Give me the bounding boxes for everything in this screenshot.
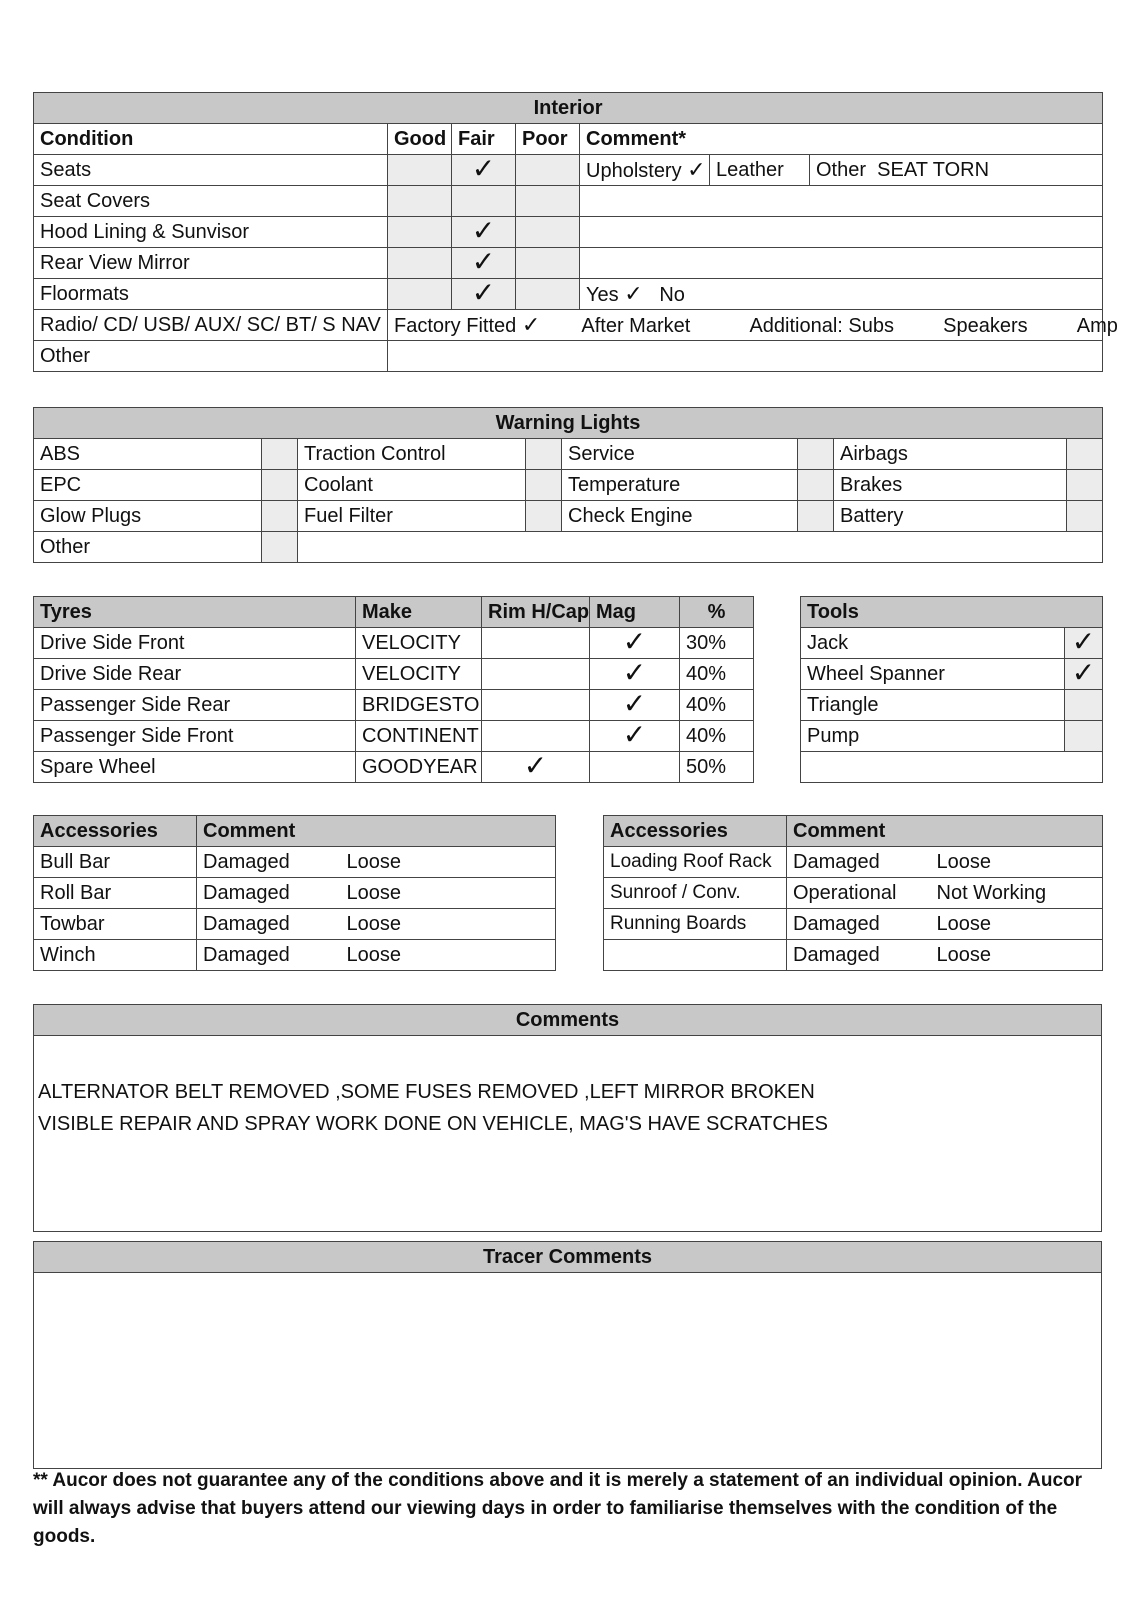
warning-abs-box[interactable] <box>262 439 298 470</box>
accessory-option-operational[interactable]: Operational <box>787 878 931 909</box>
tyres-header-mag: Mag <box>590 597 680 628</box>
after-market-label: After Market <box>581 315 691 337</box>
mirror-poor-cell[interactable] <box>516 248 580 279</box>
warning-temperature: Temperature <box>562 470 798 501</box>
accessory-option-damaged[interactable]: Damaged <box>197 940 341 971</box>
row-label-floormats: Floormats <box>34 279 388 310</box>
warning-abs: ABS <box>34 439 262 470</box>
row-label-seat-covers: Seat Covers <box>34 186 388 217</box>
check-icon: ✓ <box>471 246 496 277</box>
tool-triangle-box[interactable] <box>1065 690 1103 721</box>
mirror-comment[interactable] <box>580 248 1103 279</box>
accessory-item: Roll Bar <box>34 878 197 909</box>
tool-pump-box[interactable] <box>1065 721 1103 752</box>
header-poor: Poor <box>516 124 580 155</box>
tyre-percent: 40% <box>680 721 754 752</box>
hood-lining-good-cell[interactable] <box>388 217 452 248</box>
seat-covers-poor-cell[interactable] <box>516 186 580 217</box>
accessories-right-comment-header: Comment <box>787 816 1103 847</box>
tyre-mag-cell[interactable] <box>590 752 680 783</box>
check-icon: ✓ <box>624 281 643 306</box>
warning-traction-control-box[interactable] <box>526 439 562 470</box>
row-label-seats: Seats <box>34 155 388 186</box>
interior-title: Interior <box>34 93 1103 124</box>
tyre-position: Passenger Side Front <box>34 721 356 752</box>
header-comment: Comment* <box>580 124 1103 155</box>
tyre-rim-cell[interactable] <box>482 721 590 752</box>
check-icon: ✓ <box>1071 626 1096 657</box>
row-label-hood-lining: Hood Lining & Sunvisor <box>34 217 388 248</box>
seats-poor-cell[interactable] <box>516 155 580 186</box>
tyres-header-make: Make <box>356 597 482 628</box>
tyre-make: GOODYEAR <box>356 752 482 783</box>
accessory-option-loose[interactable]: Loose <box>341 847 556 878</box>
disclaimer: ** Aucor does not guarantee any of the conditions above and it is merely a statement of an individual opinion. Aucor will always advise that buyers attend our viewing days in order to familiarise themselves with the condition of the goods. <box>33 1470 1083 1547</box>
accessory-item: Sunroof / Conv. <box>604 878 787 909</box>
tyre-make: BRIDGESTO <box>356 690 482 721</box>
interior-other-comment[interactable] <box>388 341 1103 372</box>
warning-fuel-filter-box[interactable] <box>526 501 562 532</box>
radio-comment <box>388 310 1118 341</box>
tool-label-pump: Pump <box>801 721 1065 752</box>
hood-lining-fair-cell[interactable] <box>452 217 516 248</box>
no-label: No <box>659 284 685 306</box>
warning-other: Other <box>34 532 262 563</box>
check-icon: ✓ <box>687 157 706 182</box>
tyres-table <box>33 596 754 783</box>
tracer-comments-text[interactable] <box>34 1273 1101 1463</box>
accessories-right-table <box>603 815 1103 971</box>
floormats-comment <box>580 279 1103 310</box>
seat-covers-comment[interactable] <box>580 186 1103 217</box>
tools-blank-row <box>801 752 1103 783</box>
warning-glow-plugs: Glow Plugs <box>34 501 262 532</box>
seats-fair-cell[interactable] <box>452 155 516 186</box>
tyre-make: CONTINENT <box>356 721 482 752</box>
check-icon: ✓ <box>622 688 647 719</box>
seats-good-cell[interactable] <box>388 155 452 186</box>
warning-brakes: Brakes <box>834 470 1067 501</box>
amp-label: Amp <box>1076 315 1118 337</box>
comments-title: Comments <box>34 1005 1101 1036</box>
tyre-rim-cell[interactable] <box>482 628 590 659</box>
tyre-percent: 50% <box>680 752 754 783</box>
tool-label-wheel-spanner: Wheel Spanner <box>801 659 1065 690</box>
warning-temperature-box[interactable] <box>798 470 834 501</box>
accessories-left-header: Accessories <box>34 816 197 847</box>
check-icon: ✓ <box>471 153 496 184</box>
warning-airbags: Airbags <box>834 439 1067 470</box>
warning-airbags-box[interactable] <box>1067 439 1103 470</box>
mirror-fair-cell[interactable] <box>452 248 516 279</box>
tyre-make: VELOCITY <box>356 659 482 690</box>
tool-label-triangle: Triangle <box>801 690 1065 721</box>
interior-table <box>33 92 1118 372</box>
tyres-header-percent: % <box>680 597 754 628</box>
tyre-make: VELOCITY <box>356 628 482 659</box>
row-label-other: Other <box>34 341 388 372</box>
accessory-option-loose[interactable]: Loose <box>341 940 556 971</box>
accessory-item: Towbar <box>34 909 197 940</box>
tyre-percent: 30% <box>680 628 754 659</box>
warning-traction-control: Traction Control <box>298 439 526 470</box>
warning-coolant-box[interactable] <box>526 470 562 501</box>
mirror-good-cell[interactable] <box>388 248 452 279</box>
accessory-item: Winch <box>34 940 197 971</box>
seats-other-cell <box>810 155 1103 186</box>
comments-text[interactable] <box>34 1036 1101 1140</box>
check-icon: ✓ <box>471 215 496 246</box>
tyre-rim-cell[interactable] <box>482 752 590 783</box>
warning-other-box[interactable] <box>262 532 298 563</box>
warning-lights-title: Warning Lights <box>34 408 1103 439</box>
tyre-position: Passenger Side Rear <box>34 690 356 721</box>
other-value: SEAT TORN <box>877 158 990 181</box>
speakers-label: Speakers <box>943 315 1028 337</box>
accessory-option-damaged[interactable]: Damaged <box>197 878 341 909</box>
tyre-mag-cell[interactable] <box>590 628 680 659</box>
tyre-mag-cell[interactable] <box>590 659 680 690</box>
warning-check-engine-box[interactable] <box>798 501 834 532</box>
header-fair: Fair <box>452 124 516 155</box>
floormats-good-cell[interactable] <box>388 279 452 310</box>
accessory-option-loose[interactable]: Loose <box>931 909 1103 940</box>
tyres-header-position: Tyres <box>34 597 356 628</box>
warning-other-comment[interactable] <box>298 532 1103 563</box>
row-label-rear-view-mirror: Rear View Mirror <box>34 248 388 279</box>
seat-covers-good-cell[interactable] <box>388 186 452 217</box>
accessory-option-loose[interactable]: Loose <box>341 878 556 909</box>
tyre-mag-cell[interactable] <box>590 690 680 721</box>
tyre-percent: 40% <box>680 659 754 690</box>
warning-fuel-filter: Fuel Filter <box>298 501 526 532</box>
tyre-rim-cell[interactable] <box>482 690 590 721</box>
yes-label: Yes <box>586 284 619 306</box>
row-label-radio: Radio/ CD/ USB/ AUX/ SC/ BT/ S NAV <box>34 310 388 341</box>
tools-header: Tools <box>801 597 1103 628</box>
tool-label-jack: Jack <box>801 628 1065 659</box>
other-label: Other <box>816 158 867 181</box>
accessories-left-comment-header: Comment <box>197 816 556 847</box>
warning-epc-box[interactable] <box>262 470 298 501</box>
tool-jack-box[interactable] <box>1065 628 1103 659</box>
accessory-option-loose[interactable]: Loose <box>931 847 1103 878</box>
accessory-option-damaged[interactable]: Damaged <box>197 909 341 940</box>
accessory-item: Bull Bar <box>34 847 197 878</box>
warning-coolant: Coolant <box>298 470 526 501</box>
accessory-option-loose[interactable]: Loose <box>931 940 1103 971</box>
check-icon: ✓ <box>622 719 647 750</box>
tyres-header-rim: Rim H/Cap <box>482 597 590 628</box>
check-icon: ✓ <box>622 657 647 688</box>
warning-brakes-box[interactable] <box>1067 470 1103 501</box>
hood-lining-comment[interactable] <box>580 217 1103 248</box>
additional-subs-label: Additional: Subs <box>749 315 894 337</box>
accessory-option-damaged[interactable]: Damaged <box>787 940 931 971</box>
warning-service: Service <box>562 439 798 470</box>
seats-leather-cell: Leather <box>710 155 810 186</box>
warning-epc: EPC <box>34 470 262 501</box>
check-icon: ✓ <box>523 750 548 781</box>
comments-line: ALTERNATOR BELT REMOVED ,SOME FUSES REMOVED ,LEFT MIRROR BROKEN <box>38 1081 815 1103</box>
check-icon: ✓ <box>471 277 496 308</box>
accessory-option-damaged[interactable]: Damaged <box>787 847 931 878</box>
accessory-option-damaged[interactable]: Damaged <box>197 847 341 878</box>
accessory-option-not-working[interactable]: Not Working <box>931 878 1103 909</box>
warning-battery: Battery <box>834 501 1067 532</box>
warning-service-box[interactable] <box>798 439 834 470</box>
accessories-right-header: Accessories <box>604 816 787 847</box>
comments-line: VISIBLE REPAIR AND SPRAY WORK DONE ON VEHICLE, MAG'S HAVE SCRATCHES <box>38 1113 828 1135</box>
floormats-fair-cell[interactable] <box>452 279 516 310</box>
tyre-percent: 40% <box>680 690 754 721</box>
floormats-poor-cell[interactable] <box>516 279 580 310</box>
tyre-mag-cell[interactable] <box>590 721 680 752</box>
tools-table <box>800 596 1103 783</box>
warning-lights-table <box>33 407 1103 563</box>
tracer-comments-title: Tracer Comments <box>34 1242 1101 1273</box>
upholstery-label: Upholstery <box>586 160 682 182</box>
accessory-option-damaged[interactable]: Damaged <box>787 909 931 940</box>
hood-lining-poor-cell[interactable] <box>516 217 580 248</box>
factory-fitted-label: Factory Fitted <box>394 315 517 337</box>
seat-covers-fair-cell[interactable] <box>452 186 516 217</box>
accessory-item: Running Boards <box>604 909 787 940</box>
check-icon: ✓ <box>1071 657 1096 688</box>
accessory-item: Loading Roof Rack <box>604 847 787 878</box>
check-icon: ✓ <box>521 312 541 337</box>
tyre-position: Drive Side Front <box>34 628 356 659</box>
tyre-rim-cell[interactable] <box>482 659 590 690</box>
warning-glow-plugs-box[interactable] <box>262 501 298 532</box>
header-condition: Condition <box>34 124 388 155</box>
header-good: Good <box>388 124 452 155</box>
tyre-position: Spare Wheel <box>34 752 356 783</box>
seats-upholstery-cell <box>580 155 710 186</box>
check-icon: ✓ <box>622 626 647 657</box>
warning-battery-box[interactable] <box>1067 501 1103 532</box>
accessories-left-table <box>33 815 556 971</box>
warning-check-engine: Check Engine <box>562 501 798 532</box>
tyre-position: Drive Side Rear <box>34 659 356 690</box>
tool-wheel-spanner-box[interactable] <box>1065 659 1103 690</box>
accessory-option-loose[interactable]: Loose <box>341 909 556 940</box>
tracer-comments-box <box>33 1241 1102 1469</box>
comments-box <box>33 1004 1102 1232</box>
accessory-item <box>604 940 787 971</box>
